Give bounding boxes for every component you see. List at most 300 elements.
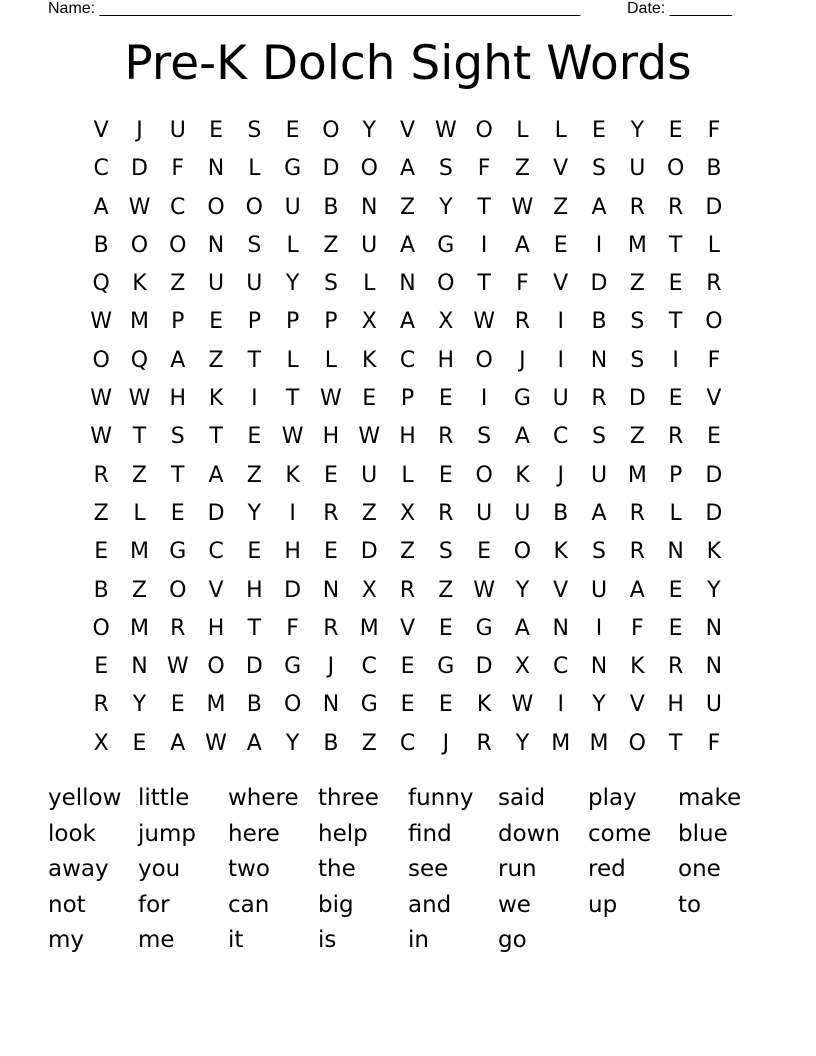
grid-letter[interactable]: W [166, 654, 189, 680]
grid-letter[interactable]: O [437, 271, 455, 297]
grid-letter[interactable]: S [592, 539, 606, 565]
grid-letter[interactable]: X [514, 654, 530, 680]
grid-letter[interactable]: F [707, 730, 721, 756]
grid-letter[interactable]: N [322, 577, 340, 603]
grid-letter[interactable]: G [513, 386, 531, 412]
grid-letter[interactable]: N [552, 615, 569, 641]
grid-letter[interactable]: S [170, 424, 185, 450]
grid-letter[interactable]: I [480, 386, 488, 412]
grid-letter[interactable]: N [207, 232, 225, 258]
grid-letter[interactable]: E [668, 577, 683, 603]
grid-letter[interactable]: O [475, 462, 493, 488]
grid-letter[interactable]: M [551, 730, 571, 756]
grid-letter[interactable]: E [668, 271, 683, 297]
grid-letter[interactable]: Z [438, 577, 454, 603]
grid-letter[interactable]: I [480, 232, 488, 258]
grid-letter[interactable]: R [93, 692, 109, 718]
grid-letter[interactable]: E [247, 539, 262, 565]
grid-letter[interactable]: D [705, 194, 723, 220]
grid-letter[interactable]: E [362, 386, 377, 412]
grid-letter[interactable]: H [399, 424, 416, 450]
grid-letter[interactable]: N [360, 194, 378, 220]
grid-letter[interactable]: G [360, 692, 378, 718]
grid-letter[interactable]: X [361, 309, 377, 335]
grid-letter[interactable]: S [477, 424, 492, 450]
grid-letter[interactable]: A [591, 194, 607, 220]
date-field-label: Date: _______ [627, 0, 732, 17]
grid-letter[interactable]: F [477, 156, 491, 182]
grid-letter[interactable]: A [246, 730, 262, 756]
grid-letter[interactable]: Y [592, 692, 606, 718]
grid-letter[interactable]: R [667, 654, 684, 680]
grid-letter[interactable]: U [705, 692, 722, 718]
grid-letter[interactable]: F [286, 615, 299, 641]
grid-letter[interactable]: R [629, 194, 645, 220]
grid-letter[interactable]: D [284, 577, 302, 603]
grid-letter[interactable]: A [399, 232, 416, 258]
grid-letter[interactable]: S [630, 309, 645, 335]
grid-letter[interactable]: W [473, 309, 495, 335]
grid-letter[interactable]: G [169, 539, 187, 565]
grid-letter[interactable]: U [590, 577, 608, 603]
grid-letter[interactable]: Q [92, 271, 110, 297]
grid-letter[interactable]: V [553, 577, 569, 603]
grid-letter[interactable]: U [361, 232, 378, 258]
grid-letter[interactable]: B [93, 232, 109, 258]
grid-letter[interactable]: L [133, 500, 146, 526]
grid-letter[interactable]: L [324, 347, 338, 373]
grid-letter[interactable]: U [361, 462, 378, 488]
grid-letter[interactable]: K [630, 654, 645, 680]
grid-letter[interactable]: I [672, 347, 679, 373]
grid-letter[interactable]: T [132, 424, 147, 450]
grid-letter[interactable]: L [401, 462, 414, 488]
grid-letter[interactable]: T [477, 271, 491, 297]
grid-letter[interactable]: K [706, 539, 722, 565]
grid-letter[interactable]: Z [553, 194, 569, 220]
grid-letter[interactable]: P [324, 309, 338, 335]
grid-letter[interactable]: D [322, 156, 340, 182]
grid-letter[interactable]: F [630, 615, 644, 641]
grid-letter[interactable]: K [208, 386, 224, 412]
grid-letter[interactable]: S [630, 347, 645, 373]
grid-letter[interactable]: Z [361, 500, 377, 526]
grid-letter[interactable]: A [514, 424, 530, 450]
grid-letter[interactable]: N [590, 654, 608, 680]
word-bank-item: one [678, 856, 721, 882]
grid-letter[interactable]: P [668, 462, 683, 488]
grid-letter[interactable]: W [320, 386, 342, 412]
grid-letter[interactable]: W [434, 118, 457, 143]
grid-letter[interactable]: H [169, 386, 187, 412]
grid-letter[interactable]: Q [130, 347, 149, 373]
grid-letter[interactable]: A [170, 730, 186, 756]
grid-letter[interactable]: U [629, 156, 646, 182]
grid-letter[interactable]: G [437, 654, 455, 680]
grid-letter[interactable]: R [438, 424, 454, 450]
grid-letter[interactable]: E [668, 615, 683, 641]
grid-letter[interactable]: C [208, 539, 224, 565]
grid-letter[interactable]: O [283, 692, 302, 718]
grid-letter[interactable]: N [131, 654, 148, 680]
grid-letter[interactable]: G [284, 156, 302, 182]
grid-letter[interactable]: P [285, 309, 300, 335]
grid-letter[interactable]: E [400, 654, 415, 680]
grid-letter[interactable]: E [592, 118, 606, 143]
grid-letter[interactable]: L [669, 500, 682, 526]
grid-letter[interactable]: G [475, 615, 493, 641]
grid-letter[interactable]: L [707, 232, 721, 258]
grid-letter[interactable]: M [589, 730, 609, 756]
grid-letter[interactable]: E [553, 232, 568, 258]
grid-letter[interactable]: R [629, 539, 645, 565]
grid-letter[interactable]: S [438, 156, 453, 182]
grid-letter[interactable]: F [707, 118, 721, 143]
grid-letter[interactable]: E [668, 118, 683, 143]
grid-letter[interactable]: N [399, 271, 416, 297]
grid-letter[interactable]: K [553, 539, 568, 565]
grid-letter[interactable]: Z [208, 347, 224, 373]
word-bank-item: down [498, 820, 561, 847]
grid-letter[interactable]: E [170, 500, 185, 526]
grid-letter[interactable]: E [323, 539, 338, 565]
grid-letter[interactable]: E [94, 539, 109, 565]
grid-letter[interactable]: E [285, 118, 300, 143]
grid-letter[interactable]: S [323, 271, 338, 297]
grid-letter[interactable]: P [247, 309, 261, 335]
grid-letter[interactable]: O [475, 118, 493, 143]
grid-letter[interactable]: Z [131, 462, 147, 488]
grid-letter[interactable]: C [553, 424, 569, 450]
grid-letter[interactable]: Z [629, 271, 645, 297]
grid-letter[interactable]: Y [247, 500, 262, 526]
grid-letter[interactable]: Y [285, 730, 300, 756]
word-bank-item: help [318, 820, 368, 847]
grid-letter[interactable]: E [247, 424, 262, 450]
grid-letter[interactable]: O [628, 730, 646, 756]
grid-letter[interactable]: D [207, 500, 225, 526]
grid-letter[interactable]: D [705, 500, 723, 526]
grid-letter[interactable]: H [437, 347, 455, 373]
grid-letter[interactable]: Z [629, 424, 645, 450]
grid-letter[interactable]: C [399, 730, 416, 756]
grid-letter[interactable]: V [706, 386, 722, 412]
grid-letter[interactable]: Y [630, 118, 645, 143]
grid-letter[interactable]: J [327, 654, 335, 680]
grid-letter[interactable]: T [477, 194, 491, 220]
grid-letter[interactable]: A [514, 232, 530, 258]
grid-letter[interactable]: X [93, 730, 109, 756]
grid-letter[interactable]: N [705, 654, 723, 680]
grid-letter[interactable]: W [90, 386, 113, 412]
grid-letter[interactable]: U [246, 271, 263, 297]
grid-letter[interactable]: I [557, 347, 564, 373]
grid-letter[interactable]: K [285, 462, 300, 488]
grid-letter[interactable]: Z [399, 194, 416, 220]
grid-letter[interactable]: A [208, 462, 224, 488]
grid-letter[interactable]: Y [362, 118, 376, 143]
grid-letter[interactable]: B [93, 577, 109, 603]
grid-letter[interactable]: H [667, 692, 684, 718]
grid-letter[interactable]: N [667, 539, 684, 565]
grid-letter[interactable]: V [553, 156, 569, 182]
grid-letter[interactable]: E [438, 615, 453, 641]
grid-letter[interactable]: D [590, 271, 608, 297]
grid-letter[interactable]: O [513, 539, 532, 565]
grid-letter[interactable]: Y [132, 692, 147, 718]
grid-letter[interactable]: O [322, 118, 340, 143]
grid-letter[interactable]: D [475, 654, 493, 680]
grid-letter[interactable]: Z [170, 271, 186, 297]
grid-letter[interactable]: D [360, 539, 378, 565]
grid-letter[interactable]: Z [361, 730, 377, 756]
grid-letter[interactable]: O [169, 232, 187, 258]
grid-letter[interactable]: L [248, 156, 261, 182]
grid-letter[interactable]: A [399, 309, 416, 335]
grid-letter[interactable]: E [400, 692, 415, 718]
grid-letter[interactable]: M [206, 692, 226, 718]
grid-letter[interactable]: F [516, 271, 529, 297]
grid-letter[interactable]: E [477, 539, 492, 565]
grid-letter[interactable]: O [207, 654, 225, 680]
grid-letter[interactable]: X [361, 577, 377, 603]
grid-letter[interactable]: M [359, 615, 379, 641]
grid-letter[interactable]: N [705, 615, 723, 641]
grid-letter[interactable]: E [170, 692, 185, 718]
grid-letter[interactable]: W [511, 692, 534, 718]
grid-letter[interactable]: X [399, 500, 416, 526]
grid-letter[interactable]: E [323, 462, 338, 488]
grid-letter[interactable]: Y [285, 271, 300, 297]
grid-letter[interactable]: D [245, 654, 263, 680]
grid-letter[interactable]: R [323, 615, 339, 641]
grid-letter[interactable]: J [557, 462, 564, 488]
grid-letter[interactable]: T [247, 615, 262, 641]
grid-letter[interactable]: A [93, 194, 109, 220]
grid-letter[interactable]: I [557, 692, 564, 718]
grid-letter[interactable]: V [553, 271, 569, 297]
grid-letter[interactable]: B [323, 194, 339, 220]
grid-letter[interactable]: Y [515, 577, 530, 603]
grid-letter[interactable]: S [592, 424, 606, 450]
grid-letter[interactable]: M [627, 232, 647, 258]
grid-letter[interactable]: U [284, 194, 301, 220]
grid-letter[interactable]: O [705, 309, 723, 335]
grid-letter[interactable]: U [552, 386, 569, 412]
grid-letter[interactable]: W [473, 577, 495, 603]
grid-letter[interactable]: N [322, 692, 340, 718]
grid-letter[interactable]: R [514, 309, 531, 335]
grid-letter[interactable]: C [93, 156, 109, 182]
grid-letter[interactable]: O [360, 156, 378, 182]
grid-letter[interactable]: O [92, 615, 110, 641]
word-bank-row [48, 923, 788, 959]
grid-letter[interactable]: T [668, 232, 683, 258]
grid-letter[interactable]: T [209, 424, 223, 450]
grid-letter[interactable]: J [519, 347, 526, 373]
grid-letter[interactable]: E [438, 386, 453, 412]
grid-letter[interactable]: D [130, 156, 148, 182]
word-bank-row [48, 781, 788, 817]
grid-letter[interactable]: W [358, 424, 381, 450]
grid-letter[interactable]: W [90, 309, 113, 335]
grid-letter[interactable]: O [169, 577, 187, 603]
grid-letter[interactable]: U [514, 500, 531, 526]
grid-letter[interactable]: J [442, 730, 450, 756]
grid-letter[interactable]: H [207, 615, 225, 641]
grid-letter[interactable]: V [208, 577, 224, 603]
grid-letter[interactable]: Y [707, 577, 721, 603]
word-bank-item: can [228, 891, 270, 918]
grid-letter[interactable]: T [668, 730, 683, 756]
grid-letter[interactable]: K [476, 692, 492, 718]
grid-letter[interactable]: H [284, 539, 301, 565]
grid-letter[interactable]: L [286, 232, 299, 258]
grid-letter[interactable]: W [205, 730, 227, 756]
grid-letter[interactable]: L [554, 118, 567, 143]
grid-letter[interactable]: K [132, 271, 147, 297]
grid-letter[interactable]: R [438, 500, 454, 526]
grid-letter[interactable]: C [553, 654, 569, 680]
grid-letter[interactable]: B [591, 309, 607, 335]
grid-letter[interactable]: S [592, 156, 606, 182]
grid-letter[interactable]: N [590, 347, 608, 373]
grid-letter[interactable]: R [706, 271, 722, 297]
grid-letter[interactable]: Z [131, 577, 147, 603]
grid-letter[interactable]: M [129, 539, 149, 565]
grid-letter[interactable]: W [90, 424, 113, 450]
word-bank-item: is [318, 927, 337, 953]
grid-letter[interactable]: T [285, 386, 300, 412]
grid-letter[interactable]: D [628, 386, 646, 412]
grid-letter[interactable]: A [629, 577, 645, 603]
grid-letter[interactable]: B [246, 692, 262, 718]
grid-letter[interactable]: Z [323, 232, 339, 258]
grid-letter[interactable]: R [170, 615, 186, 641]
grid-letter[interactable]: P [400, 386, 415, 412]
grid-letter[interactable]: V [93, 118, 109, 143]
grid-letter[interactable]: T [171, 462, 185, 488]
grid-letter[interactable]: B [553, 500, 569, 526]
grid-letter[interactable]: B [706, 156, 722, 182]
grid-letter[interactable]: L [363, 271, 376, 297]
grid-letter[interactable]: Z [246, 462, 262, 488]
grid-letter[interactable]: A [514, 615, 530, 641]
grid-letter[interactable]: D [705, 462, 723, 488]
grid-letter[interactable]: R [323, 500, 339, 526]
grid-letter[interactable]: P [171, 309, 185, 335]
grid-letter[interactable]: C [399, 347, 416, 373]
grid-letter[interactable]: W [128, 194, 151, 220]
grid-letter[interactable]: E [132, 730, 147, 756]
grid-letter[interactable]: S [438, 539, 453, 565]
grid-letter[interactable]: S [247, 118, 262, 143]
grid-letter[interactable]: L [516, 118, 529, 143]
grid-letter[interactable]: K [515, 462, 530, 488]
grid-letter[interactable]: Z [93, 500, 109, 526]
grid-letter[interactable]: T [247, 347, 262, 373]
grid-letter[interactable]: A [591, 500, 607, 526]
grid-letter[interactable]: O [245, 194, 263, 220]
grid-letter[interactable]: I [557, 309, 564, 335]
grid-letter[interactable]: C [170, 194, 186, 220]
grid-letter[interactable]: O [130, 232, 149, 258]
grid-letter[interactable]: R [476, 730, 492, 756]
grid-letter[interactable]: W [128, 386, 151, 412]
grid-letter[interactable]: H [322, 424, 340, 450]
grid-letter[interactable]: Y [515, 730, 530, 756]
grid-letter[interactable]: I [251, 386, 258, 412]
grid-letter[interactable]: G [437, 232, 455, 258]
grid-letter[interactable]: E [668, 386, 683, 412]
grid-letter[interactable]: R [667, 424, 684, 450]
grid-letter[interactable]: U [476, 500, 493, 526]
grid-letter[interactable]: R [667, 194, 684, 220]
grid-letter[interactable]: F [171, 156, 185, 182]
grid-letter[interactable]: R [93, 462, 109, 488]
grid-letter[interactable]: Y [439, 194, 453, 220]
grid-letter[interactable]: O [666, 156, 685, 182]
grid-letter[interactable]: O [207, 194, 225, 220]
grid-letter[interactable]: R [399, 577, 416, 603]
grid-letter[interactable]: K [362, 347, 377, 373]
grid-letter[interactable]: U [169, 118, 186, 143]
grid-letter[interactable]: E [209, 118, 223, 143]
grid-letter[interactable]: M [129, 615, 149, 641]
grid-letter[interactable]: R [629, 500, 645, 526]
grid-letter[interactable]: J [136, 118, 143, 143]
grid-letter[interactable]: L [286, 347, 299, 373]
grid-letter[interactable]: M [627, 462, 647, 488]
grid-letter[interactable]: E [438, 462, 453, 488]
grid-letter[interactable]: R [591, 386, 607, 412]
grid-letter[interactable]: O [92, 347, 110, 373]
grid-letter[interactable]: E [706, 424, 721, 450]
grid-letter[interactable]: O [475, 347, 493, 373]
grid-letter[interactable]: X [438, 309, 454, 335]
grid-letter[interactable]: E [94, 654, 109, 680]
grid-letter[interactable]: A [399, 156, 416, 182]
grid-letter[interactable]: V [399, 615, 416, 641]
grid-letter[interactable]: V [629, 692, 645, 718]
grid-letter[interactable]: I [595, 232, 603, 258]
grid-letter[interactable]: B [323, 730, 339, 756]
grid-letter[interactable]: I [595, 615, 603, 641]
grid-letter[interactable]: M [129, 309, 149, 335]
grid-letter[interactable]: A [170, 347, 186, 373]
grid-letter[interactable]: W [281, 424, 304, 450]
grid-letter[interactable]: U [207, 271, 225, 297]
grid-letter[interactable]: T [668, 309, 683, 335]
grid-letter[interactable]: W [511, 194, 534, 220]
grid-letter[interactable]: C [361, 654, 377, 680]
word-bank-row [48, 852, 788, 888]
grid-letter[interactable]: F [707, 347, 721, 373]
grid-row [82, 572, 734, 610]
grid-letter[interactable]: Z [514, 156, 530, 182]
grid-letter[interactable]: E [438, 692, 453, 718]
grid-letter[interactable]: N [207, 156, 225, 182]
grid-letter[interactable]: E [209, 309, 223, 335]
grid-letter[interactable]: I [289, 500, 296, 526]
grid-letter[interactable]: V [399, 118, 416, 143]
grid-letter[interactable]: H [246, 577, 263, 603]
grid-letter[interactable]: Z [399, 539, 416, 565]
grid-letter[interactable]: G [284, 654, 302, 680]
grid-letter[interactable]: U [590, 462, 608, 488]
grid-letter[interactable]: S [247, 232, 262, 258]
grid-row [82, 533, 734, 571]
